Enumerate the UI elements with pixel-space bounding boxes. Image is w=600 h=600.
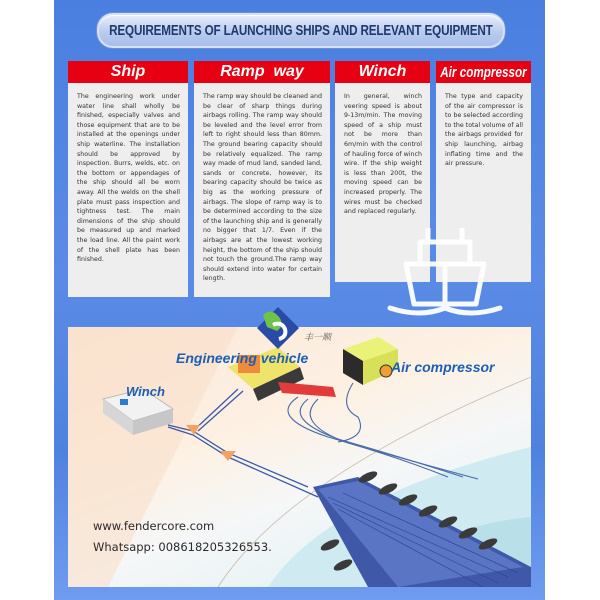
card-body: In general, winch veering speed is about 9-13m/min. The moving speed of a ship must not be more than 6m/min with the control of hauling force of winch wire. If the ship weight is less than 200t, the moving speed can be increased properly. The wires must be checked and replaced regularly. xyxy=(344,93,422,216)
card-ramp-way xyxy=(194,61,330,297)
air-compressor xyxy=(343,337,398,385)
card-title: Air compressor xyxy=(440,63,527,81)
card-header xyxy=(335,61,430,83)
contact-info xyxy=(93,516,272,558)
card-header xyxy=(436,61,531,83)
airbag-red xyxy=(278,382,336,397)
whatsapp-number: Whatsapp: 008618205326553. xyxy=(93,540,272,554)
label-air-compressor: Air compressor xyxy=(391,359,495,375)
card-body: The engineering work under water line shall wholly be finished, especially valves and those equipment that are to be installed at the openings under ship waterline. The installation should be approved by inspection. Burrs, welds, etc. on the bottom or appendages of the ship should all be worn away. All the welds on the shell plate must pass inspection and tightness test. The main dimensions of the ship should be measured up and marked the load line. All the paint work of the shell plate has been finished. xyxy=(77,93,180,264)
card-title: Ramp way xyxy=(220,63,304,80)
card-header xyxy=(68,61,188,83)
ship-watermark-icon xyxy=(380,228,510,318)
website-link[interactable]: www.fendercore.com xyxy=(93,519,215,533)
card-ship xyxy=(68,61,188,297)
card-body: The ramp way should be cleaned and be clear of sharp things during airbags rolling. The ramp way should be leveled and the level error from left to right should less than 80mm. The ground bearing capacity should be relatively equalized. The ramp way made of mud land, sanded land, sands or concrete, however, its bearing capacity should be twice as big as the working pressure of airbags. The slope of ramp way is to be determined according to the size of the launching ship and is generally no bigger that 1/7. Even if the airbags are at the lowest working height, the bottom of the ship should not touch the ground.The ramp way should extend into water for certain length. xyxy=(203,93,322,283)
label-winch: Winch xyxy=(126,384,165,399)
label-engineering-vehicle: Engineering vehicle xyxy=(176,350,309,366)
card-header xyxy=(194,61,330,83)
company-logo-icon xyxy=(255,305,301,351)
page-title: REQUIREMENTS OF LAUNCHING SHIPS AND RELEVANT EQUIPMENT xyxy=(109,22,493,39)
card-title: Ship xyxy=(110,63,146,80)
title-banner xyxy=(97,13,505,48)
card-title: Winch xyxy=(358,63,407,80)
logo-text: 丰一顺 xyxy=(304,333,332,343)
card-body: The type and capacity of the air compressor is to be selected according to the total volume of all the airbags provided for ship launching, airbag inflating time and the air pressure. xyxy=(445,93,523,168)
